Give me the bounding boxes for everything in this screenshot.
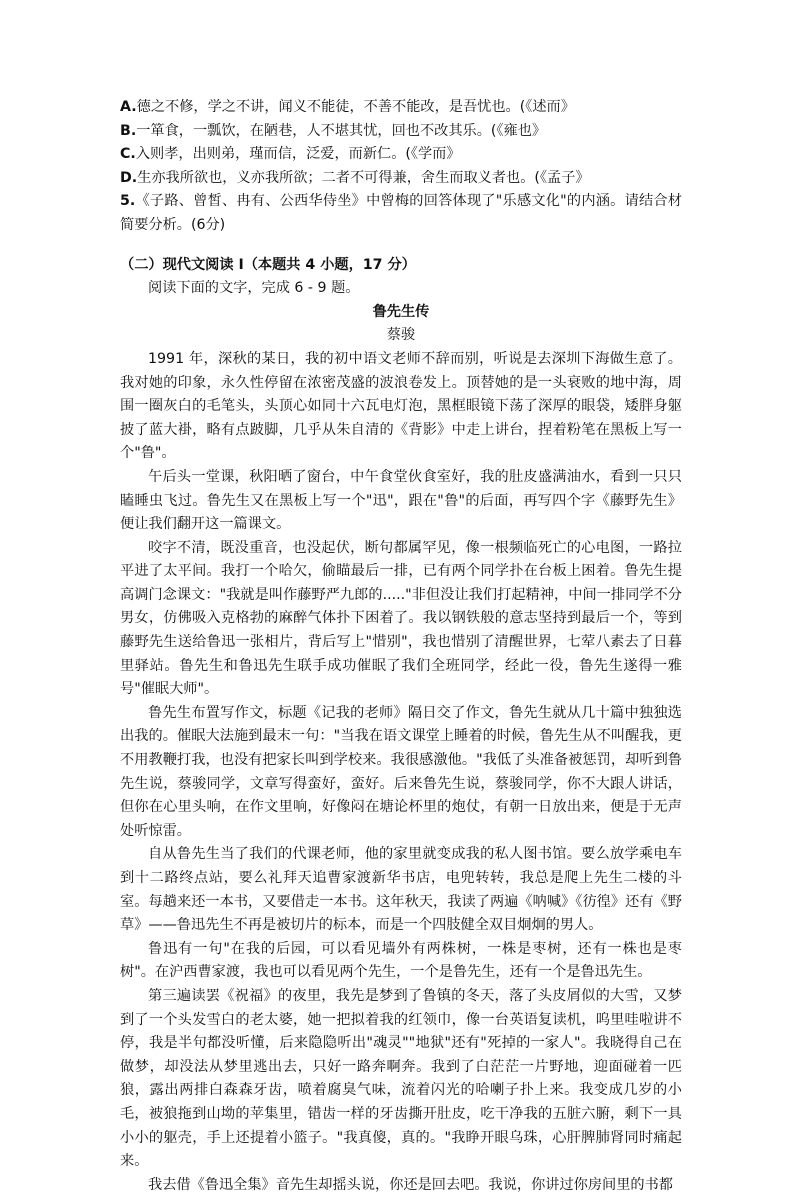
option-c [120, 143, 682, 167]
article-paragraph: 我去借《鲁迅全集》音先生却摇头说，你还是回去吧。我说，你讲过你房间里的书都 [148, 1176, 673, 1193]
question-5 [120, 190, 682, 237]
option-d [120, 167, 682, 191]
spacer [120, 238, 682, 252]
section-instruction: 阅读下面的文字，完成 6 - 9 题。 [148, 280, 360, 297]
question-text: 《子路、曾皙、冉有、公西华侍坐》中曾梅的回答体现了"乐感文化"的内涵。请结合材简要分析。(6分) [120, 193, 682, 233]
option-text: 生亦我所欲也，义亦我所欲；二者不可得兼，舍生而取义者也。(《孟子》 [137, 169, 590, 186]
option-text: 德之不修，学之不讲，闻义不能徒，不善不能改，是吾忧也。(《述而》 [136, 99, 575, 115]
article-paragraph: 自从鲁先生当了我们的代课老师，他的家里就变成我的私人图书馆。要么放学乘电车到十二路终点站，要么礼拜天追曹家渡新华书店，电兜转转，我总是爬上先生二楼的斗室。每趟来还一本书，又要借走一本书。这年秋天，我读了两遍《呐喊》《彷徨》还有《野草》——鲁迅先生不再是被切片的标本，而是一个四肢健全双目炯炯的男人。 [120, 846, 682, 934]
option-mark: B. [120, 122, 137, 139]
article-paragraph: 第三遍读罢《祝福》的夜里，我先是梦到了鲁镇的冬天，落了头皮屑似的大雪，又梦到了一个头发雪白的老太婆，她一把拟着我的红领巾，像一台英语复读机，呜里哇啦讲不停，我是半句都没听懂，后来隐隐听出"魂灵""地狱"还有"死掉的一家人"。我晓得自己在做梦，却没法从梦里逃出去，只好一路奔啊奔。我到了白茫茫一片野地，迎面碰着一匹狼，露出两排白森森牙齿，喷着腐臭气味，流着闪光的哈喇子扑上来。我变成几岁的小毛，被狼拖到山坳的苹集里，错齿一样的牙齿撕开肚皮，吃干净我的五脏六腑，剩下一具小小的躯壳，手上还提着小篮子。"我真傻，真的。"我睁开眼乌珠，心肝脾肺肾同时痛起来。 [120, 987, 682, 1170]
article-paragraph: 1991 年，深秋的某日，我的初中语文老师不辞而别，听说是去深圳下海做生意了。我对她的印象，永久性停留在浓密茂盛的波浪卷发上。顶替她的是一头衰败的地中海，周围一圈灰白的毛笔头，头顶心如同十六瓦电灯泡，黑框眼镜下荡了深厚的眼袋，矮胖身躯披了蓝大褂，略有点跛脚，几乎从朱自清的《背影》中走上讲台，捏着粉笔在黑板上写一个"鲁"。 [120, 350, 682, 462]
article-paragraph: 咬字不清，既没重音，也没起伏，断句都属罕见，像一根频临死亡的心电图，一路拉平进了太平间。我打一个哈欠，偷瞄最后一排，已有两个同学扑在台板上困着。鲁先生提高调门念课文："我就是叫作藤野严九郎的....."非但没让我们打起精神，中间一排同学不分男女，仿佛吸入克格勃的麻醉气体扑下困着了。我以钢铁般的意志坚持到最后一个，等到藤野先生送给鲁迅一张相片，背后写上"惜别"，我也惜别了清醒世界，七荤八素去了日暮里驿站。鲁先生和鲁迅先生联手成功催眠了我们全班同学，经此一役，鲁先生遂得一雅号"催眠大师"。 [120, 539, 682, 698]
option-text: 一箪食，一瓢饮，在陋巷，人不堪其忧，回也不改其乐。(《雍也》 [136, 122, 547, 139]
option-mark: D. [120, 169, 138, 186]
section-heading: （二）现代文阅读 I（本题共 4 小题，17 分） [120, 256, 416, 273]
article-paragraph: 鲁迅有一句"在我的后园，可以看见墙外有两株树，一株是枣树，还有一株也是枣树"。在沪西曹家渡，我也可以看见两个先生，一个是鲁先生，还有一个是鲁迅先生。 [120, 940, 682, 981]
option-a [120, 96, 682, 120]
question-number: 5. [120, 193, 136, 210]
option-mark: A. [120, 99, 137, 115]
option-b [120, 120, 682, 144]
article-paragraph: 午后头一堂课，秋阳晒了窗台，中午食堂伙食室好，我的肚皮盛满油水，看到一只只瞌睡虫飞过。鲁先生又在黑板上写一个"迅"，跟在"鲁"的后面，再写四个字《藤野先生》便让我们翻开这一篇课文。 [120, 468, 682, 533]
article-paragraph: 鲁先生布置写作文，标题《记我的老师》隔日交了作文，鲁先生就从几十篇中独独选出我的。催眠大法施到最末一句："当我在语文课堂上睡着的时候，鲁先生从不叫醒我，更不用教鞭打我，也没有把家长叫到学校来。我很感激他。"我低了头准备被惩罚，却听到鲁先生说，蔡骏同学，文章写得蛮好，蛮好。后来鲁先生说，蔡骏同学，你不大跟人讲话，但你在心里头响，在作文里响，好像闷在塘论杯里的炮仗，有朝一日放出来，便是于无声处听惊雷。 [120, 704, 682, 839]
option-text: 入则孝，出则弟，瑾而信，泛爱，而新仁。(《学而》 [135, 146, 461, 163]
option-mark: C. [120, 146, 136, 163]
article-title: 鲁先生传 [372, 303, 430, 320]
document-body [120, 96, 682, 1197]
article-author: 蔡骏 [386, 327, 416, 344]
